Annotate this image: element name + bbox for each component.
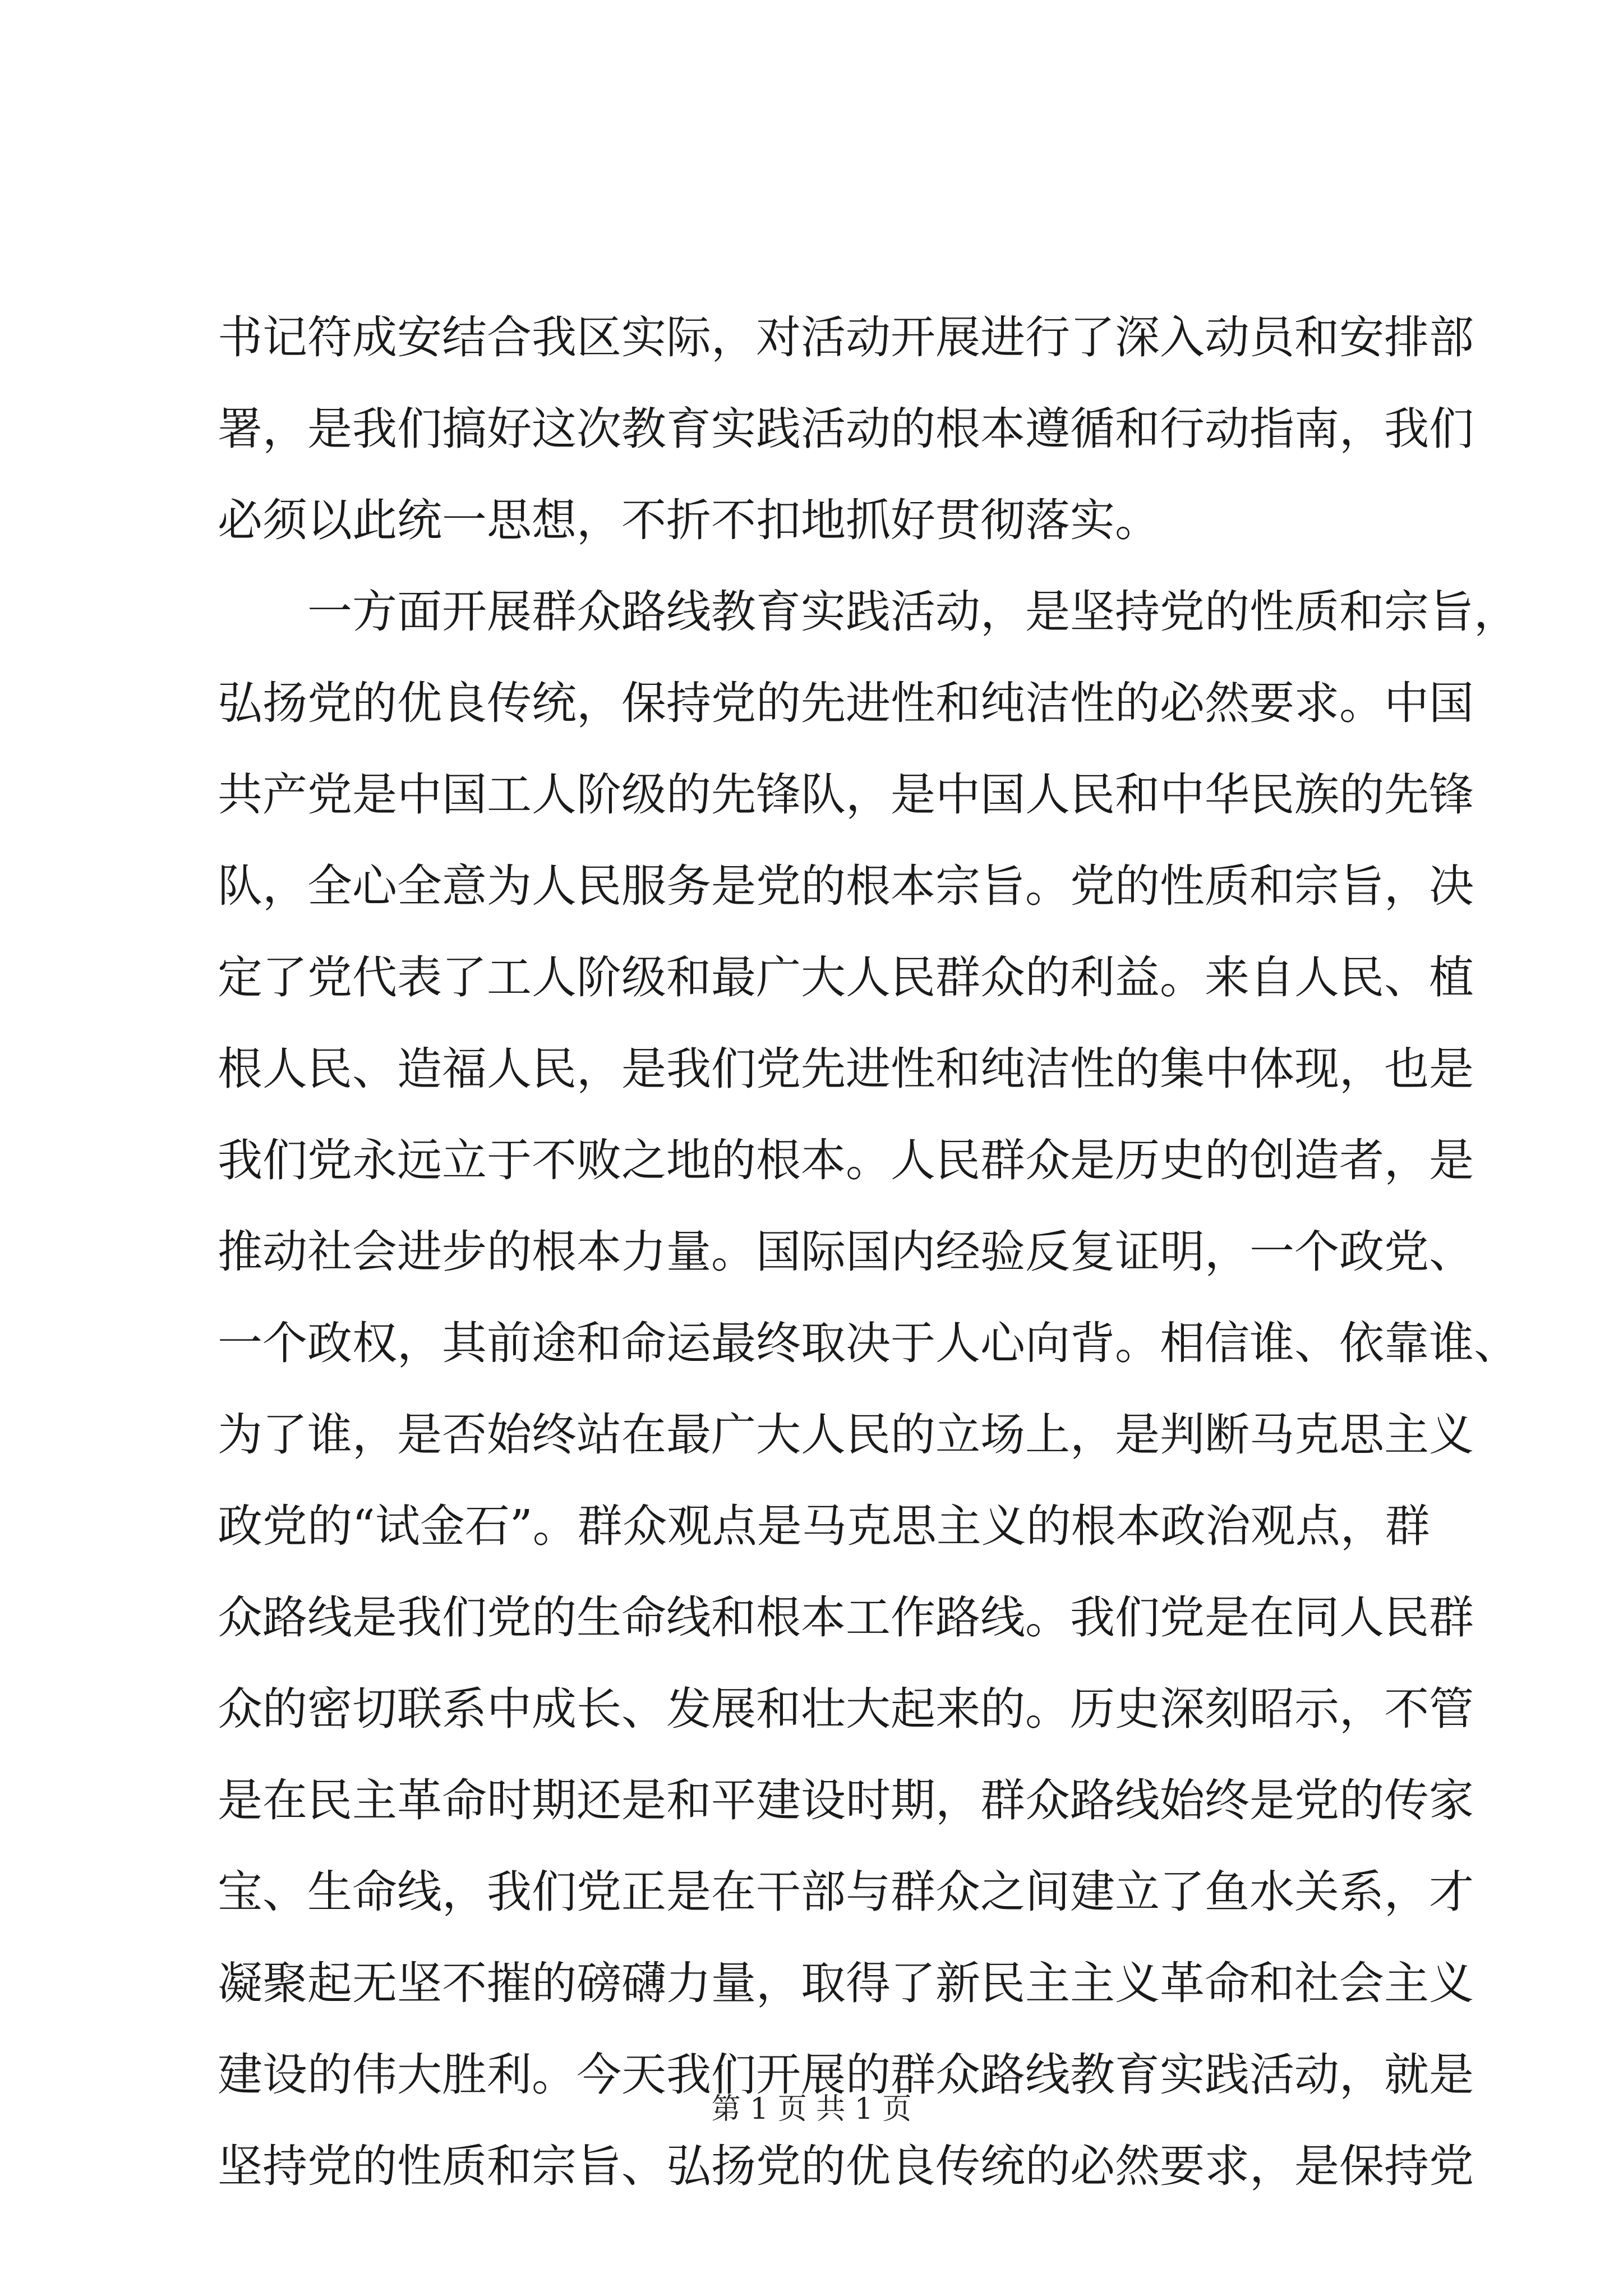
text-line: 弘扬党的优良传统，保持党的先进性和纯洁性的必然要求。中国 [218,677,1474,729]
text-line: 根人民、造福人民，是我们党先进性和纯洁性的集中体现，也是 [218,1043,1474,1095]
text-line: 是在民主革命时期还是和平建设时期，群众路线始终是党的传家 [218,1774,1474,1826]
text-line: 众的密切联系中成长、发展和壮大起来的。历史深刻昭示，不管 [218,1683,1474,1735]
text-line: 坚持党的性质和宗旨、弘扬党的优良传统的必然要求，是保持党 [218,2140,1474,2192]
text-line: 队，全心全意为人民服务是党的根本宗旨。党的性质和宗旨，决 [218,860,1474,912]
text-line: 共产党是中国工人阶级的先锋队，是中国人民和中华民族的先锋 [218,769,1474,821]
text-line: 凝聚起无坚不摧的磅礴力量，取得了新民主主义革命和社会主义 [218,1957,1474,2009]
text-line: 宝、生命线，我们党正是在干部与群众之间建立了鱼水关系，才 [218,1866,1474,1918]
text-line: 我们党永远立于不败之地的根本。人民群众是历史的创造者，是 [218,1134,1474,1186]
text-line: 众路线是我们党的生命线和根本工作路线。我们党是在同人民群 [218,1591,1474,1644]
page-footer [0,2087,1623,2132]
text-line: 建设的伟大胜利。今天我们开展的群众路线教育实践活动，就是 [218,2049,1474,2101]
body-text [218,292,1519,2212]
text-line: 定了党代表了工人阶级和最广大人民群众的利益。来自人民、植 [218,951,1474,1004]
text-line: 一个政权，其前途和命运最终取决于人心向背。相信谁、依靠谁、 [218,1317,1519,1369]
text-line: 政党的“试金石”。群众观点是马克思主义的根本政治观点，群 [218,1500,1430,1552]
text-line: 一方面开展群众路线教育实践活动，是坚持党的性质和宗旨， [307,586,1519,638]
text-line: 署，是我们搞好这次教育实践活动的根本遵循和行动指南，我们 [218,403,1474,455]
text-line: 为了谁，是否始终站在最广大人民的立场上，是判断马克思主义 [218,1409,1474,1461]
text-line: 书记符成安结合我区实际，对活动开展进行了深入动员和安排部 [218,311,1474,364]
page-number-label: 第 1 页 共 1 页 [711,2092,912,2126]
text-line: 必须以此统一思想，不折不扣地抓好贯彻落实。 [218,494,1160,546]
text-line: 推动社会进步的根本力量。国际国内经验反复证明，一个政党、 [218,1226,1474,1278]
